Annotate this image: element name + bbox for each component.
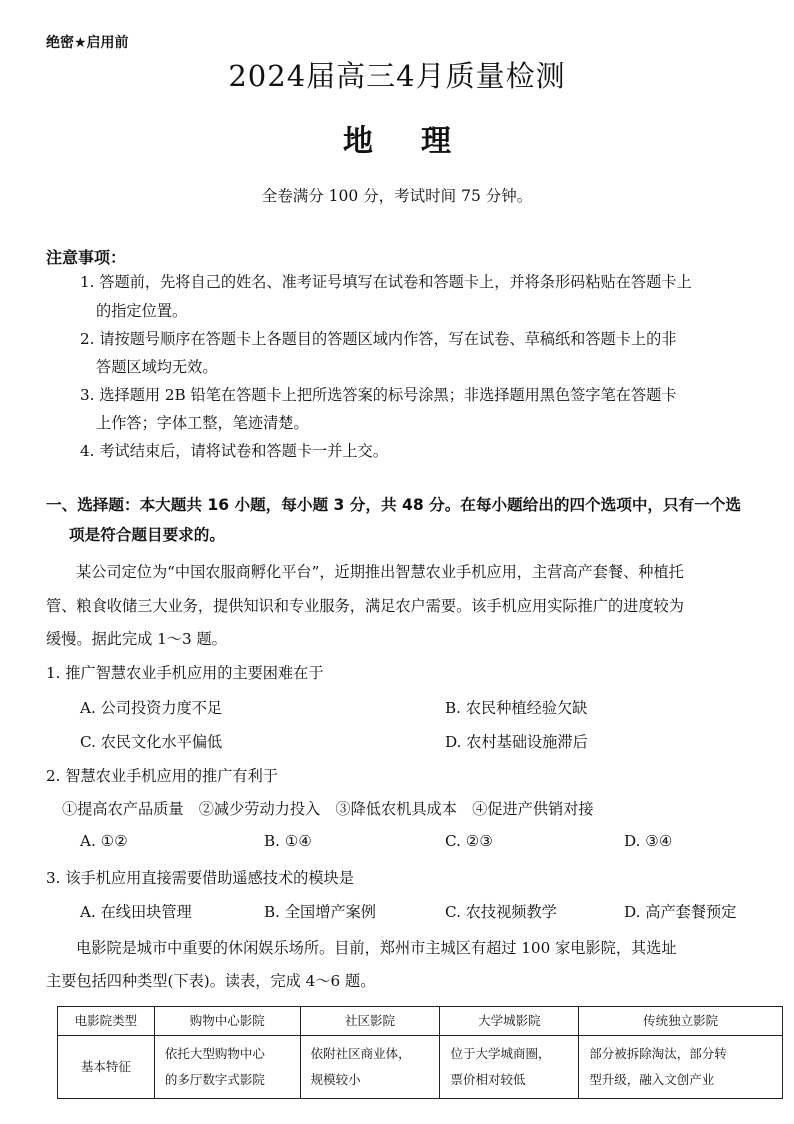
table-header-cell: 大学城影院 — [440, 1007, 579, 1036]
question-3-stem: 3. 该手机应用直接需要借助遥感技术的模块是 — [46, 869, 354, 887]
question-2-items: ①提高农产品质量 ②减少劳动力投入 ③降低农机具成本 ④促进产供销对接 — [62, 800, 594, 818]
table-cell-line: 型升级，融入文创产业 — [589, 1072, 715, 1087]
table-header-cell: 社区影院 — [300, 1007, 440, 1036]
material-paragraph: 缓慢。据此完成 1～3 题。 — [46, 630, 227, 648]
notice-line: 的指定位置。 — [96, 302, 188, 320]
section-heading: 一、选择题：本大题共 16 小题，每小题 3 分，共 48 分。在每小题给出的四个选项中，只有一个选 — [46, 496, 741, 514]
question-3-option-c: C. 农技视频教学 — [445, 903, 557, 921]
table-row-label: 基本特征 — [58, 1036, 155, 1099]
question-1-option-a: A. 公司投资力度不足 — [80, 699, 223, 717]
material-paragraph: 管、粮食收储三大业务，提供知识和专业服务，满足农户需要。该手机应用实际推广的进度较为 — [46, 597, 684, 615]
table-cell-line: 依托大型购物中心 — [164, 1046, 265, 1061]
table-cell — [579, 1036, 783, 1099]
question-1-option-b: B. 农民种植经验欠缺 — [445, 699, 588, 717]
question-2-option-d: D. ③④ — [624, 832, 673, 850]
question-2-option-a: A. ①② — [80, 832, 128, 850]
notice-line: 1. 答题前，先将自己的姓名、准考证号填写在试卷和答题卡上，并将条形码粘贴在答题卡上 — [80, 273, 692, 291]
notice-line: 4. 考试结束后，请将试卷和答题卡一并上交。 — [80, 442, 388, 460]
question-2-stem: 2. 智慧农业手机应用的推广有利于 — [46, 767, 278, 785]
table-header-cell: 传统独立影院 — [579, 1007, 783, 1036]
notice-line: 上作答；字体工整，笔迹清楚。 — [96, 414, 309, 432]
section-heading-cont: 项是符合题目要求的。 — [69, 526, 225, 544]
score-time-line: 全卷满分 100 分，考试时间 75 分钟。 — [261, 187, 533, 205]
notice-line: 3. 选择题用 2B 铅笔在答题卡上把所选答案的标号涂黑；非选择题用黑色签字笔在答题卡 — [80, 386, 677, 404]
table-cell — [300, 1036, 440, 1099]
table-row — [58, 1036, 783, 1099]
subject-title: 地理 — [343, 124, 499, 159]
table-cell — [440, 1036, 579, 1099]
material-paragraph: 主要包括四种类型(下表)。读表，完成 4～6 题。 — [46, 972, 376, 990]
question-2-option-c: C. ②③ — [445, 832, 493, 850]
question-1-option-d: D. 农村基础设施滞后 — [445, 733, 588, 751]
table-cell-line: 票价相对较低 — [450, 1072, 526, 1087]
secret-mark: 绝密★启用前 — [46, 35, 129, 51]
question-3-option-a: A. 在线田块管理 — [80, 903, 192, 921]
table-cell-line: 部分被拆除淘汰，部分转 — [589, 1046, 727, 1061]
table-cell — [154, 1036, 300, 1099]
question-3-option-b: B. 全国增产案例 — [264, 903, 376, 921]
table-header-row — [58, 1007, 783, 1036]
exam-title: 2024届高三4月质量检测 — [228, 59, 566, 93]
table-cell-line: 的多厅数字式影院 — [164, 1072, 265, 1087]
table-cell-line: 位于大学城商圈， — [450, 1046, 551, 1061]
question-2-option-b: B. ①④ — [264, 832, 313, 850]
notice-line: 2. 请按题号顺序在答题卡上各题目的答题区域内作答，写在试卷、草稿纸和答题卡上的非 — [80, 330, 677, 348]
question-1-stem: 1. 推广智慧农业手机应用的主要困难在于 — [46, 664, 324, 682]
notice-heading: 注意事项： — [46, 248, 127, 267]
table-header-cell: 购物中心影院 — [154, 1007, 300, 1036]
table-header-cell: 电影院类型 — [58, 1007, 155, 1036]
material-paragraph: 某公司定位为“中国农服商孵化平台”，近期推出智慧农业手机应用，主营高产套餐、种植托 — [76, 563, 684, 581]
notice-line: 答题区域均无效。 — [96, 358, 218, 376]
question-1-option-c: C. 农民文化水平偏低 — [80, 733, 223, 751]
table-cell-line: 依附社区商业体， — [310, 1046, 411, 1061]
material-paragraph: 电影院是城市中重要的休闲娱乐场所。目前，郑州市主城区有超过 100 家电影院，其选址 — [76, 939, 677, 957]
cinema-type-table — [57, 1006, 783, 1099]
question-3-option-d: D. 高产套餐预定 — [624, 903, 737, 921]
table-cell-line: 规模较小 — [310, 1072, 361, 1087]
